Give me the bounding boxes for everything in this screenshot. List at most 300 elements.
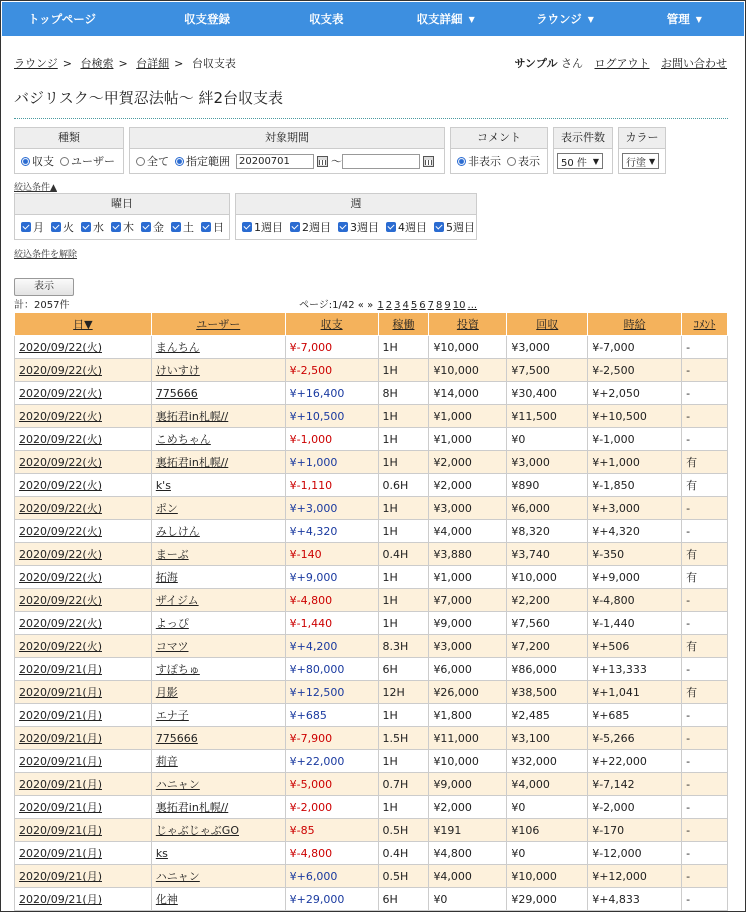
user-cell[interactable]: すぽちゅ <box>151 658 285 681</box>
return-cell: ¥3,000 <box>507 451 588 474</box>
hours-cell: 0.4H <box>378 543 429 566</box>
table-row <box>15 589 728 612</box>
return-cell: ¥86,000 <box>507 658 588 681</box>
hourly-cell: ¥+13,333 <box>588 658 682 681</box>
kind-option-user[interactable]: ユーザー <box>60 153 115 169</box>
comment-option-hide[interactable]: 非表示 <box>457 153 501 169</box>
user-name: サンプル <box>514 57 558 70</box>
hourly-cell: ¥+506 <box>588 635 682 658</box>
date-cell[interactable]: 2020/09/21(月) <box>15 842 152 865</box>
radio-icon <box>457 157 466 166</box>
balance-cell: ¥-1,000 <box>285 428 378 451</box>
nav-item-1[interactable]: 収支登録 <box>183 12 230 26</box>
column-header[interactable]: 日▼ <box>15 313 152 336</box>
hourly-cell: ¥+1,000 <box>588 451 682 474</box>
pager-link[interactable]: 10 <box>452 300 466 311</box>
user-cell[interactable]: こめちゃん <box>151 428 285 451</box>
return-cell: ¥7,560 <box>507 612 588 635</box>
user-cell[interactable]: まーぶ <box>151 543 285 566</box>
comment-cell: - <box>682 336 728 359</box>
column-header[interactable]: 時給 <box>588 313 682 336</box>
hourly-cell: ¥+12,000 <box>588 865 682 888</box>
date-cell[interactable]: 2020/09/22(火) <box>15 428 152 451</box>
hours-cell: 8H <box>378 382 429 405</box>
return-cell: ¥3,000 <box>507 336 588 359</box>
user-cell[interactable]: ハニャン <box>151 865 285 888</box>
hours-cell: 8.3H <box>378 635 429 658</box>
weekday-checkbox-2[interactable]: 水 <box>81 219 104 235</box>
comment-cell: - <box>682 865 728 888</box>
total-count: 計：2057件 <box>14 300 70 311</box>
return-cell: ¥7,200 <box>507 635 588 658</box>
weekday-checkbox-5[interactable]: 土 <box>171 219 194 235</box>
invest-cell: ¥4,800 <box>429 842 507 865</box>
invest-cell: ¥3,000 <box>429 635 507 658</box>
comment-option-show[interactable]: 表示 <box>507 153 540 169</box>
date-cell[interactable]: 2020/09/22(火) <box>15 566 152 589</box>
period-option-all[interactable]: 全て <box>136 153 169 169</box>
column-header[interactable]: 稼働 <box>378 313 429 336</box>
invest-cell: ¥1,800 <box>429 704 507 727</box>
pager-link[interactable]: 2 <box>385 300 393 311</box>
contact-link[interactable]: お問い合わせ <box>661 57 727 70</box>
hours-cell: 6H <box>378 888 429 911</box>
radio-icon <box>136 157 145 166</box>
hours-cell: 1H <box>378 704 429 727</box>
filter-comment <box>450 127 548 174</box>
weekday-checkbox-3[interactable]: 木 <box>111 219 134 235</box>
comment-cell: 有 <box>682 566 728 589</box>
table-row <box>15 566 728 589</box>
radio-icon <box>507 157 516 166</box>
filter-week <box>235 193 477 240</box>
pager-link[interactable]: 5 <box>410 300 418 311</box>
balance-cell: ¥-5,000 <box>285 773 378 796</box>
date-cell[interactable]: 2020/09/22(火) <box>15 474 152 497</box>
pager-link[interactable]: 8 <box>436 300 443 311</box>
comment-cell: - <box>682 796 728 819</box>
caret-down-icon: ▼ <box>695 14 702 24</box>
user-cell[interactable]: コマツ <box>151 635 285 658</box>
comment-cell: - <box>682 382 728 405</box>
hours-cell: 1H <box>378 359 429 382</box>
balance-cell: ¥-140 <box>285 543 378 566</box>
invest-cell: ¥1,000 <box>429 428 507 451</box>
column-header[interactable]: ユーザー <box>151 313 285 336</box>
return-cell: ¥3,100 <box>507 727 588 750</box>
table-row <box>15 773 728 796</box>
user-cell[interactable]: よっぴ <box>151 612 285 635</box>
invest-cell: ¥2,000 <box>429 474 507 497</box>
date-cell[interactable]: 2020/09/22(火) <box>15 359 152 382</box>
invest-cell: ¥1,000 <box>429 566 507 589</box>
date-cell[interactable]: 2020/09/22(火) <box>15 635 152 658</box>
table-row <box>15 336 728 359</box>
filter-week-label: 週 <box>236 194 476 215</box>
comment-cell: 有 <box>682 681 728 704</box>
comment-cell: - <box>682 359 728 382</box>
comment-cell: - <box>682 727 728 750</box>
column-header[interactable]: 回収 <box>507 313 588 336</box>
return-cell: ¥3,740 <box>507 543 588 566</box>
hours-cell: 1.5H <box>378 727 429 750</box>
hours-cell: 1H <box>378 566 429 589</box>
balance-cell: ¥-2,000 <box>285 796 378 819</box>
hourly-cell: ¥-12,000 <box>588 842 682 865</box>
checkbox-checked-icon <box>338 222 348 232</box>
date-cell[interactable]: 2020/09/22(火) <box>15 382 152 405</box>
hourly-cell: ¥+22,000 <box>588 750 682 773</box>
return-cell: ¥11,500 <box>507 405 588 428</box>
nav-item-5[interactable]: 管理 ▼ <box>666 12 702 26</box>
filter-period <box>129 127 445 174</box>
table-row <box>15 359 728 382</box>
breadcrumb-detail[interactable]: 台詳細 <box>136 57 170 70</box>
week-checkbox-3[interactable]: 4週目 <box>386 219 427 235</box>
week-checkbox-4[interactable]: 5週目 <box>434 219 475 235</box>
filter-color-label: カラー <box>619 128 665 149</box>
hourly-cell: ¥+9,000 <box>588 566 682 589</box>
hourly-cell: ¥-1,440 <box>588 612 682 635</box>
chevron-down-icon: ▼ <box>649 156 656 166</box>
invest-cell: ¥26,000 <box>429 681 507 704</box>
hours-cell: 0.7H <box>378 773 429 796</box>
breadcrumb-lounge[interactable]: ラウンジ <box>14 57 58 70</box>
invest-cell: ¥4,000 <box>429 865 507 888</box>
table-row <box>15 612 728 635</box>
calendar-icon[interactable] <box>423 156 434 167</box>
hours-cell: 1H <box>378 520 429 543</box>
return-cell: ¥2,200 <box>507 589 588 612</box>
date-cell[interactable]: 2020/09/22(火) <box>15 497 152 520</box>
week-checkbox-1[interactable]: 2週目 <box>290 219 331 235</box>
user-cell[interactable]: けいすけ <box>151 359 285 382</box>
radio-icon <box>60 157 69 166</box>
nav-item-4[interactable]: ラウンジ ▼ <box>536 12 594 26</box>
table-row <box>15 727 728 750</box>
user-cell[interactable]: まんちん <box>151 336 285 359</box>
return-cell: ¥4,000 <box>507 773 588 796</box>
table-row <box>15 382 728 405</box>
checkbox-checked-icon <box>290 222 300 232</box>
user-cell[interactable]: 月影 <box>151 681 285 704</box>
user-cell[interactable]: 拓海 <box>151 566 285 589</box>
nav-item-2[interactable]: 収支表 <box>309 12 344 26</box>
return-cell: ¥0 <box>507 842 588 865</box>
title-divider <box>14 118 728 119</box>
user-cell[interactable]: 裏拓君in札幌// <box>151 796 285 819</box>
return-cell: ¥8,320 <box>507 520 588 543</box>
pager-link[interactable]: ... <box>467 300 478 311</box>
user-cell[interactable]: 775666 <box>151 382 285 405</box>
user-cell[interactable]: 裏拓君in札幌// <box>151 451 285 474</box>
date-cell[interactable]: 2020/09/21(月) <box>15 704 152 727</box>
hourly-cell: ¥+4,320 <box>588 520 682 543</box>
hours-cell: 0.6H <box>378 474 429 497</box>
return-cell: ¥29,000 <box>507 888 588 911</box>
return-cell: ¥32,000 <box>507 750 588 773</box>
breadcrumb: ラウンジ > 台検索 > 台詳細 > 台収支表 <box>14 57 236 70</box>
pager-link[interactable]: 1 <box>377 300 384 311</box>
return-cell: ¥2,485 <box>507 704 588 727</box>
date-cell[interactable]: 2020/09/21(月) <box>15 727 152 750</box>
date-cell[interactable]: 2020/09/21(月) <box>15 773 152 796</box>
balance-cell: ¥-1,110 <box>285 474 378 497</box>
comment-cell: 有 <box>682 543 728 566</box>
hours-cell: 0.5H <box>378 865 429 888</box>
hourly-cell: ¥-350 <box>588 543 682 566</box>
return-cell: ¥890 <box>507 474 588 497</box>
column-header[interactable]: 収支 <box>285 313 378 336</box>
balance-cell: ¥-2,500 <box>285 359 378 382</box>
hours-cell: 1H <box>378 497 429 520</box>
comment-cell: - <box>682 612 728 635</box>
hours-cell: 1H <box>378 796 429 819</box>
week-checkbox-2[interactable]: 3週目 <box>338 219 379 235</box>
radio-icon <box>21 157 30 166</box>
hours-cell: 0.5H <box>378 819 429 842</box>
radio-icon <box>175 157 184 166</box>
color-select[interactable]: 行塗 ▼ <box>622 153 659 169</box>
comment-cell: - <box>682 750 728 773</box>
hourly-cell: ¥-170 <box>588 819 682 842</box>
pager-link[interactable]: 6 <box>419 300 426 311</box>
hours-cell: 1H <box>378 428 429 451</box>
hourly-cell: ¥-1,850 <box>588 474 682 497</box>
user-cell[interactable]: k's <box>151 474 285 497</box>
invest-cell: ¥10,000 <box>429 336 507 359</box>
hourly-cell: ¥+685 <box>588 704 682 727</box>
filter-weekday-label: 曜日 <box>15 194 229 215</box>
hourly-cell: ¥-4,800 <box>588 589 682 612</box>
balance-cell: ¥+4,320 <box>285 520 378 543</box>
chevron-down-icon: ▼ <box>592 156 600 166</box>
balance-cell: ¥+22,000 <box>285 750 378 773</box>
hours-cell: 1H <box>378 750 429 773</box>
table-row <box>15 520 728 543</box>
user-suffix: さん <box>561 57 583 70</box>
user-cell[interactable]: 裏拓君in札幌// <box>151 405 285 428</box>
invest-cell: ¥2,000 <box>429 451 507 474</box>
invest-cell: ¥7,000 <box>429 589 507 612</box>
invest-cell: ¥9,000 <box>429 773 507 796</box>
filter-weekday <box>14 193 230 240</box>
date-cell[interactable]: 2020/09/21(月) <box>15 865 152 888</box>
user-links <box>514 55 727 71</box>
date-cell[interactable]: 2020/09/22(火) <box>15 543 152 566</box>
page-title: バジリスク～甲賀忍法帖～ 絆2台収支表 <box>14 89 284 107</box>
hours-cell: 0.4H <box>378 842 429 865</box>
balance-cell: ¥+9,000 <box>285 566 378 589</box>
date-cell[interactable]: 2020/09/21(月) <box>15 796 152 819</box>
user-cell[interactable]: 775666 <box>151 727 285 750</box>
pager-link[interactable]: 7 <box>427 300 435 311</box>
balance-cell: ¥+685 <box>285 704 378 727</box>
breadcrumb-current: 台収支表 <box>191 57 236 70</box>
balance-cell: ¥-7,000 <box>285 336 378 359</box>
table-row <box>15 658 728 681</box>
balance-cell: ¥+4,200 <box>285 635 378 658</box>
comment-cell: 有 <box>682 635 728 658</box>
filter-comment-label: コメント <box>451 128 547 149</box>
date-cell[interactable]: 2020/09/21(月) <box>15 658 152 681</box>
checkbox-checked-icon <box>51 222 61 232</box>
balance-cell: ¥+12,500 <box>285 681 378 704</box>
invest-cell: ¥10,000 <box>429 359 507 382</box>
hours-cell: 1H <box>378 612 429 635</box>
table-row <box>15 842 728 865</box>
balance-cell: ¥-4,800 <box>285 589 378 612</box>
balance-cell: ¥+6,000 <box>285 865 378 888</box>
table-row <box>15 405 728 428</box>
filter-per-page-label: 表示件数 <box>554 128 612 149</box>
hourly-cell: ¥-7,000 <box>588 336 682 359</box>
comment-cell: 有 <box>682 451 728 474</box>
nav-item-0[interactable]: トップページ <box>28 12 96 26</box>
hourly-cell: ¥-7,142 <box>588 773 682 796</box>
hourly-cell: ¥+1,041 <box>588 681 682 704</box>
pager-link[interactable]: 4 <box>402 300 409 311</box>
checkbox-checked-icon <box>111 222 121 232</box>
user-cell[interactable]: みしけん <box>151 520 285 543</box>
filter-per-page <box>553 127 613 174</box>
date-cell[interactable]: 2020/09/22(火) <box>15 612 152 635</box>
user-cell[interactable]: ポン <box>151 497 285 520</box>
balance-cell: ¥+16,400 <box>285 382 378 405</box>
user-cell[interactable]: 莉音 <box>151 750 285 773</box>
user-cell[interactable]: ks <box>151 842 285 865</box>
comment-cell: - <box>682 589 728 612</box>
breadcrumb-search[interactable]: 台検索 <box>80 57 114 70</box>
weekday-checkbox-1[interactable]: 火 <box>51 219 74 235</box>
date-cell[interactable]: 2020/09/21(月) <box>15 819 152 842</box>
table-row <box>15 543 728 566</box>
invest-cell: ¥3,000 <box>429 497 507 520</box>
period-from-input[interactable]: 20200701 <box>236 154 314 169</box>
caret-down-icon: ▼ <box>587 14 594 24</box>
calendar-icon[interactable] <box>317 156 328 167</box>
pager-label: ページ:1/42 « » <box>299 300 374 311</box>
user-cell[interactable]: じゃぶじゃぶGO <box>151 819 285 842</box>
balance-cell: ¥+3,000 <box>285 497 378 520</box>
filter-clear-link[interactable]: 絞込条件を解除 <box>14 250 78 260</box>
date-cell[interactable]: 2020/09/22(火) <box>15 405 152 428</box>
comment-cell: - <box>682 428 728 451</box>
hours-cell: 1H <box>378 405 429 428</box>
hours-cell: 1H <box>378 336 429 359</box>
week-checkbox-0[interactable]: 1週目 <box>242 219 283 235</box>
column-header[interactable]: ｺﾒﾝﾄ <box>682 313 728 336</box>
return-cell: ¥30,400 <box>507 382 588 405</box>
filter-color <box>618 127 666 174</box>
hourly-cell: ¥+10,500 <box>588 405 682 428</box>
user-cell[interactable]: ハニャン <box>151 773 285 796</box>
weekday-checkbox-0[interactable]: 月 <box>21 219 44 235</box>
invest-cell: ¥2,000 <box>429 796 507 819</box>
date-cell[interactable]: 2020/09/22(火) <box>15 520 152 543</box>
hourly-cell: ¥-5,266 <box>588 727 682 750</box>
invest-cell: ¥6,000 <box>429 658 507 681</box>
hours-cell: 1H <box>378 451 429 474</box>
per-page-select[interactable]: 50 件 ▼ <box>557 153 603 169</box>
period-to-input[interactable] <box>342 154 420 169</box>
invest-cell: ¥0 <box>429 888 507 911</box>
kind-option-balance[interactable]: 収支 <box>21 153 54 169</box>
balance-cell: ¥-85 <box>285 819 378 842</box>
top-nav <box>2 2 744 36</box>
date-cell[interactable]: 2020/09/22(火) <box>15 451 152 474</box>
user-cell[interactable]: 化神 <box>151 888 285 911</box>
invest-cell: ¥10,000 <box>429 750 507 773</box>
table-row <box>15 451 728 474</box>
table-row <box>15 796 728 819</box>
weekday-checkbox-4[interactable]: 金 <box>141 219 164 235</box>
table-row <box>15 750 728 773</box>
comment-cell: - <box>682 842 728 865</box>
show-button[interactable]: 表示 <box>14 278 74 296</box>
table-row <box>15 819 728 842</box>
table-row <box>15 635 728 658</box>
date-cell[interactable]: 2020/09/22(火) <box>15 336 152 359</box>
comment-cell: - <box>682 520 728 543</box>
invest-cell: ¥191 <box>429 819 507 842</box>
comment-cell: - <box>682 888 728 911</box>
filter-kind-label: 種類 <box>15 128 123 149</box>
table-row <box>15 428 728 451</box>
logout-link[interactable]: ログアウト <box>594 57 650 70</box>
nav-item-3[interactable]: 収支詳細 ▼ <box>416 12 475 26</box>
date-cell[interactable]: 2020/09/21(月) <box>15 888 152 911</box>
date-cell[interactable]: 2020/09/22(火) <box>15 589 152 612</box>
return-cell: ¥10,000 <box>507 566 588 589</box>
date-cell[interactable]: 2020/09/21(月) <box>15 750 152 773</box>
comment-cell: - <box>682 405 728 428</box>
column-header[interactable]: 投資 <box>429 313 507 336</box>
filter-toggle-link[interactable]: 絞込条件▲ <box>14 183 57 193</box>
user-cell[interactable]: エナ子 <box>151 704 285 727</box>
balance-cell: ¥+10,500 <box>285 405 378 428</box>
comment-cell: - <box>682 497 728 520</box>
checkbox-checked-icon <box>434 222 444 232</box>
user-cell[interactable]: ザイジム <box>151 589 285 612</box>
return-cell: ¥0 <box>507 796 588 819</box>
return-cell: ¥38,500 <box>507 681 588 704</box>
filter-period-label: 対象期間 <box>130 128 444 149</box>
checkbox-checked-icon <box>81 222 91 232</box>
table-row <box>15 888 728 911</box>
period-tilde: ～ <box>331 155 342 168</box>
checkbox-checked-icon <box>242 222 252 232</box>
hourly-cell: ¥-2,500 <box>588 359 682 382</box>
balance-cell: ¥-1,440 <box>285 612 378 635</box>
invest-cell: ¥3,880 <box>429 543 507 566</box>
balance-cell: ¥+29,000 <box>285 888 378 911</box>
table-row <box>15 865 728 888</box>
pager-link[interactable]: 3 <box>394 300 401 311</box>
comment-cell: 有 <box>682 474 728 497</box>
invest-cell: ¥14,000 <box>429 382 507 405</box>
period-option-range[interactable]: 指定範囲 <box>175 153 230 169</box>
table-header <box>15 313 728 336</box>
hourly-cell: ¥+2,050 <box>588 382 682 405</box>
weekday-checkbox-6[interactable]: 日 <box>201 219 224 235</box>
date-cell[interactable]: 2020/09/21(月) <box>15 681 152 704</box>
table-row <box>15 704 728 727</box>
filter-kind <box>14 127 124 174</box>
hours-cell: 12H <box>378 681 429 704</box>
comment-cell: - <box>682 773 728 796</box>
pager-link[interactable]: 9 <box>444 300 451 311</box>
